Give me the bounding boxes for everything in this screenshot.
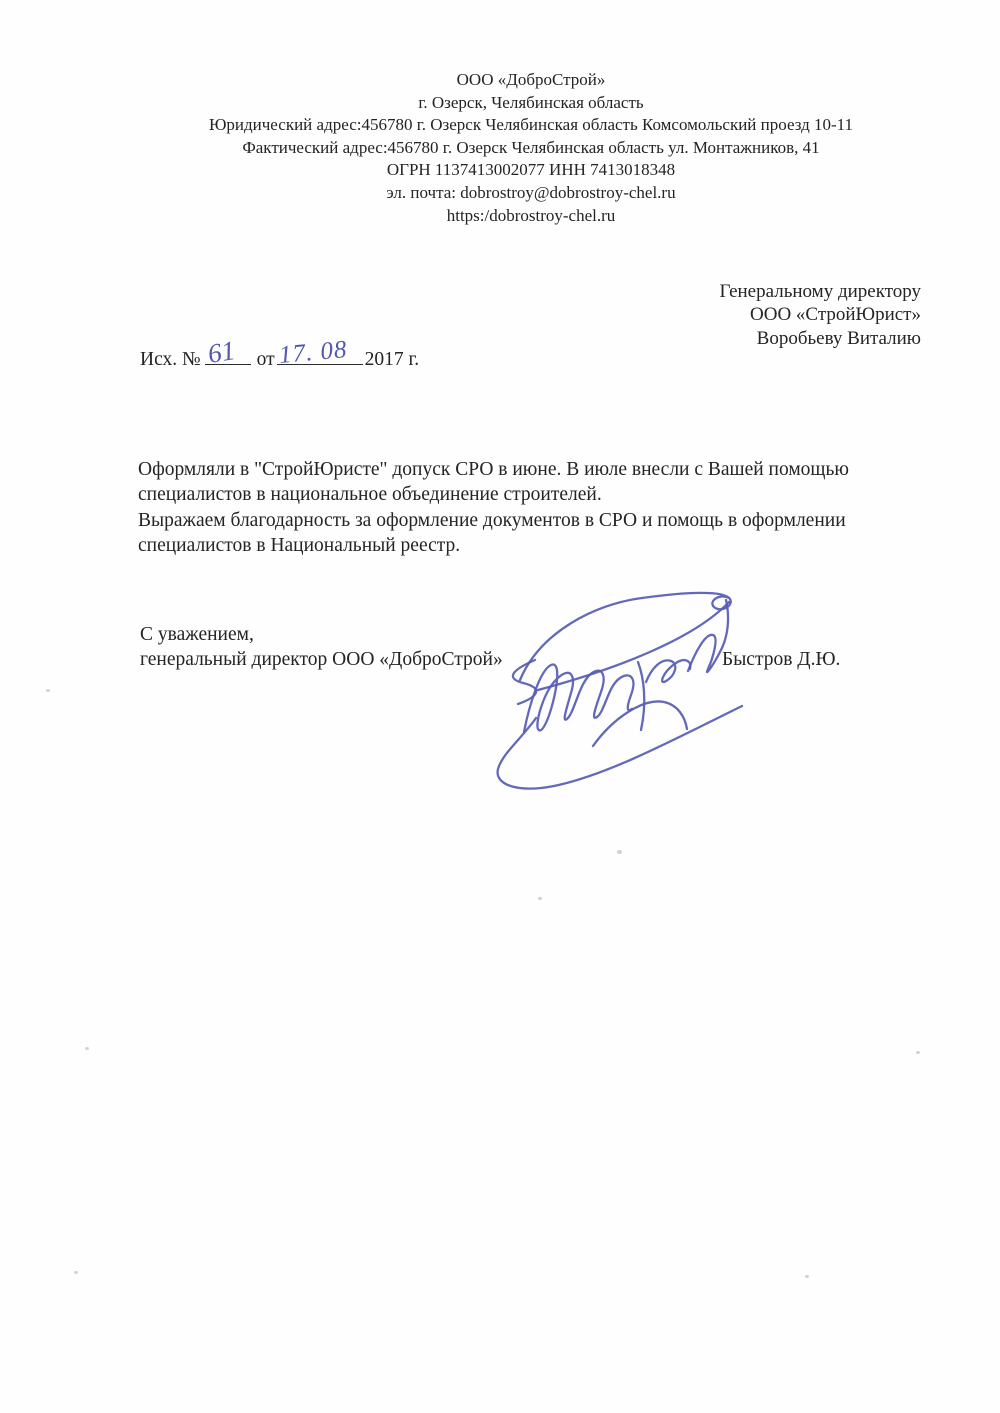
recipient-block bbox=[720, 280, 921, 350]
scan-speck bbox=[85, 1047, 89, 1050]
body-line: специалистов в Национальный реестр. bbox=[138, 535, 461, 557]
scan-speck bbox=[538, 897, 542, 900]
recipient-position: Генеральному директору bbox=[719, 281, 921, 302]
letterhead-actual-address: Фактический адрес:456780 г. Озерск Челябинская область ул. Монтажников, 41 bbox=[242, 137, 820, 157]
ref-number-handwritten: 61 bbox=[205, 335, 237, 369]
recipient-name: Воробьеву Виталию bbox=[756, 327, 921, 349]
closing-salutation: С уважением, bbox=[140, 624, 254, 645]
ref-prefix: Исх. № bbox=[140, 349, 201, 370]
outgoing-ref-line bbox=[140, 335, 420, 371]
body-text bbox=[138, 457, 918, 559]
scan-speck bbox=[617, 850, 622, 854]
ref-date-handwritten: 17. 08 bbox=[277, 336, 349, 369]
scan-speck bbox=[805, 1275, 809, 1278]
scan-speck bbox=[46, 689, 50, 692]
ref-year: 2017 г. bbox=[364, 349, 420, 370]
ref-from-label: от bbox=[256, 349, 275, 370]
letterhead-email: эл. почта: dobrostroy@dobrostroy-chel.ru bbox=[386, 182, 676, 202]
letterhead-city: г. Озерск, Челябинская область bbox=[418, 92, 644, 112]
body-line: специалистов в национальное объединение строителей. bbox=[138, 484, 602, 506]
body-line: Выражаем благодарность за оформление документов в СРО и помощь в оформлении bbox=[138, 509, 846, 531]
ref-date-blank bbox=[277, 336, 363, 369]
signature-autograph bbox=[480, 570, 780, 810]
body-line: Оформляли в "СтройЮристе" допуск СРО в июне. В июле внесли с Вашей помощью bbox=[138, 459, 849, 480]
signer-name: Быстров Д.Ю. bbox=[722, 649, 841, 671]
letterhead-ogrn-inn: ОГРН 1137413002077 ИНН 7413018348 bbox=[386, 160, 676, 180]
letterhead bbox=[62, 69, 1000, 227]
signer-title: генеральный директор ООО «ДоброСтрой» bbox=[140, 649, 503, 671]
letterhead-company: ООО «ДоброСтрой» bbox=[456, 70, 606, 89]
recipient-company: ООО «СтройЮрист» bbox=[750, 304, 921, 326]
letterhead-website: https:/dobrostroy-chel.ru bbox=[446, 205, 616, 225]
scan-speck bbox=[916, 1051, 920, 1054]
letterhead-legal-address: Юридический адрес:456780 г. Озерск Челябинская область Комсомольский проезд 10-11 bbox=[208, 115, 854, 135]
scan-speck bbox=[74, 1271, 78, 1274]
ref-number-blank bbox=[205, 335, 251, 369]
